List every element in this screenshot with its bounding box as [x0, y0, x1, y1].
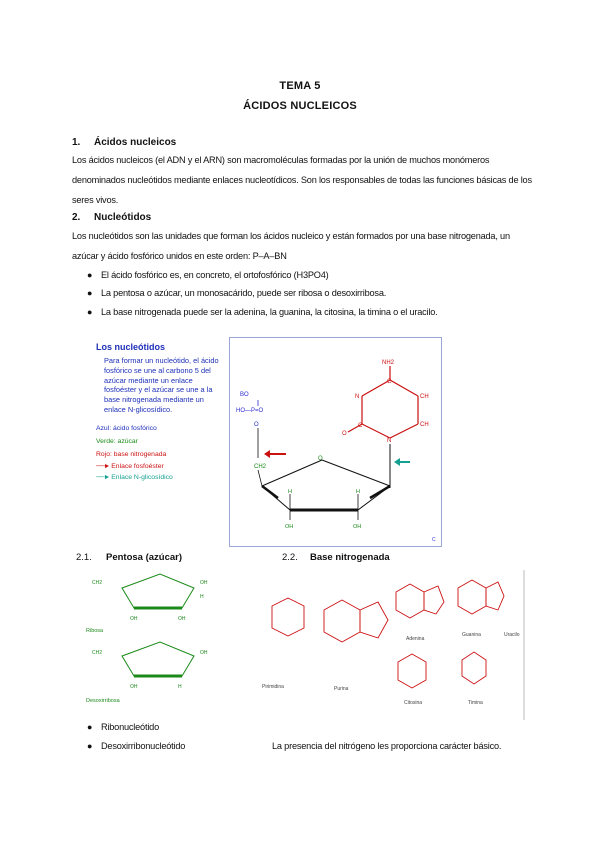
- ribosa-h-label: H: [200, 594, 204, 600]
- nucleotide-structure-figure: [229, 337, 442, 547]
- pirimidina-label: Pirimidina: [262, 684, 284, 690]
- c-label: C: [387, 379, 392, 385]
- subsection-2-2-number: 2.2.: [282, 552, 298, 563]
- pentosa-figure: [82, 568, 222, 708]
- document-title: TEMA 5: [279, 80, 321, 92]
- corner-mark: C: [432, 537, 436, 543]
- o-bridge-label: O: [254, 422, 259, 428]
- ribosa-oh-label-3: OH: [178, 616, 186, 622]
- h-label-2: H: [356, 489, 360, 495]
- section-1-text: Los ácidos nucleicos (el ADN y el ARN) son macromoléculas formadas por la unión de muchos monómeros denominados nucleótidos mediante enlaces nucleotídicos. Son los responsables de todas las funciones básicas de los seres vivos.: [72, 155, 532, 205]
- list-item: ● Ribonucleótido: [87, 722, 159, 732]
- nucleotide-legend-panel: [96, 342, 226, 481]
- section-1-number: 1.: [72, 137, 81, 148]
- nitrogen-note: La presencia del nitrógeno les proporciona carácter básico.: [272, 741, 502, 751]
- section-2-heading: Nucleótidos: [94, 212, 152, 223]
- ring-o-label: O: [318, 456, 323, 462]
- bases-figure: [248, 570, 526, 722]
- section-2-number: 2.: [72, 212, 81, 223]
- ch2-label: CH2: [254, 464, 267, 470]
- legend-red: Rojo: base nitrogenada: [96, 450, 167, 458]
- ribosa-label: Ribosa: [86, 628, 104, 634]
- list-item: ● La pentosa o azúcar, un monosacárido, puede ser ribosa o desoxirribosa.: [87, 288, 387, 298]
- nh2-label: NH2: [382, 360, 395, 366]
- subsection-2-1-number: 2.1.: [76, 552, 92, 563]
- n-label-2: N: [387, 438, 392, 444]
- hop-label: HO—P=O: [236, 408, 264, 414]
- uracilo-label: Uracilo: [504, 632, 520, 638]
- section-1-heading: Ácidos nucleicos: [94, 137, 177, 148]
- bases-svg: [248, 570, 526, 722]
- purina-label: Purina: [334, 686, 349, 692]
- guanina-label: Guanina: [462, 632, 481, 638]
- timina-label: Timina: [468, 700, 483, 706]
- legend-blue: Azul: ácido fosfórico: [96, 424, 157, 432]
- adenina-label: Adenina: [406, 636, 425, 642]
- c-label-2: C: [358, 423, 363, 429]
- h-label: H: [288, 489, 292, 495]
- desoxi-ch2-label: CH2: [92, 650, 103, 656]
- oh-label: OH: [285, 524, 294, 530]
- ribosa-ch2-label: CH2: [92, 580, 103, 586]
- legend-nglicosidico: ──► Enlace N-glicosídico: [96, 473, 173, 481]
- document-subtitle: ÁCIDOS NUCLEICOS: [243, 100, 357, 112]
- n-label: N: [355, 394, 360, 400]
- figure-title: Los nucleótidos: [96, 342, 166, 352]
- subsection-2-2-heading: Base nitrogenada: [310, 552, 390, 563]
- citosina-label: Citosina: [404, 700, 423, 706]
- list-item: ● El ácido fosfórico es, en concreto, el ortofosfórico (H3PO4): [87, 270, 329, 280]
- section-2-text: Los nucleótidos son las unidades que forman los ácidos nucleico y están formados por una base nitrogenada, un azúcar y ácido fosfórico unidos en este orden: P–A–BN: [72, 231, 510, 261]
- ribosa-oh-label-2: OH: [130, 616, 138, 622]
- subsection-2-1-heading: Pentosa (azúcar): [106, 552, 183, 563]
- oh-label-2: OH: [353, 524, 362, 530]
- legend-fosfoester: ──► Enlace fosfoéster: [96, 462, 164, 470]
- ribosa-oh-label: OH: [200, 580, 208, 586]
- bo-label: BO: [240, 392, 249, 398]
- o-label: O: [342, 431, 347, 437]
- ch-label-2: CH: [420, 422, 429, 428]
- list-item: ● La base nitrogenada puede ser la adenina, la guanina, la citosina, la timina o el uracilo.: [87, 307, 438, 317]
- desoxi-h-label: H: [178, 684, 182, 690]
- figure-description: Para formar un nucleótido, el ácido fosfórico se une al carbono 5 del azúcar mediante un enlace fosfoéster y el azúcar se une a la base nitrogenada mediante un enlace N-glicosídico.: [104, 356, 219, 414]
- desoxirribosa-label: Desoxirribosa: [86, 698, 120, 704]
- pentosa-svg: [82, 568, 222, 708]
- desoxi-oh-label-2: OH: [130, 684, 138, 690]
- desoxi-oh-label: OH: [200, 650, 208, 656]
- ch-label: CH: [420, 394, 429, 400]
- legend-green: Verde: azúcar: [96, 437, 138, 445]
- list-item: ● Desoxirribonucleótido: [87, 741, 186, 751]
- nucleotide-structure-svg: [230, 338, 441, 546]
